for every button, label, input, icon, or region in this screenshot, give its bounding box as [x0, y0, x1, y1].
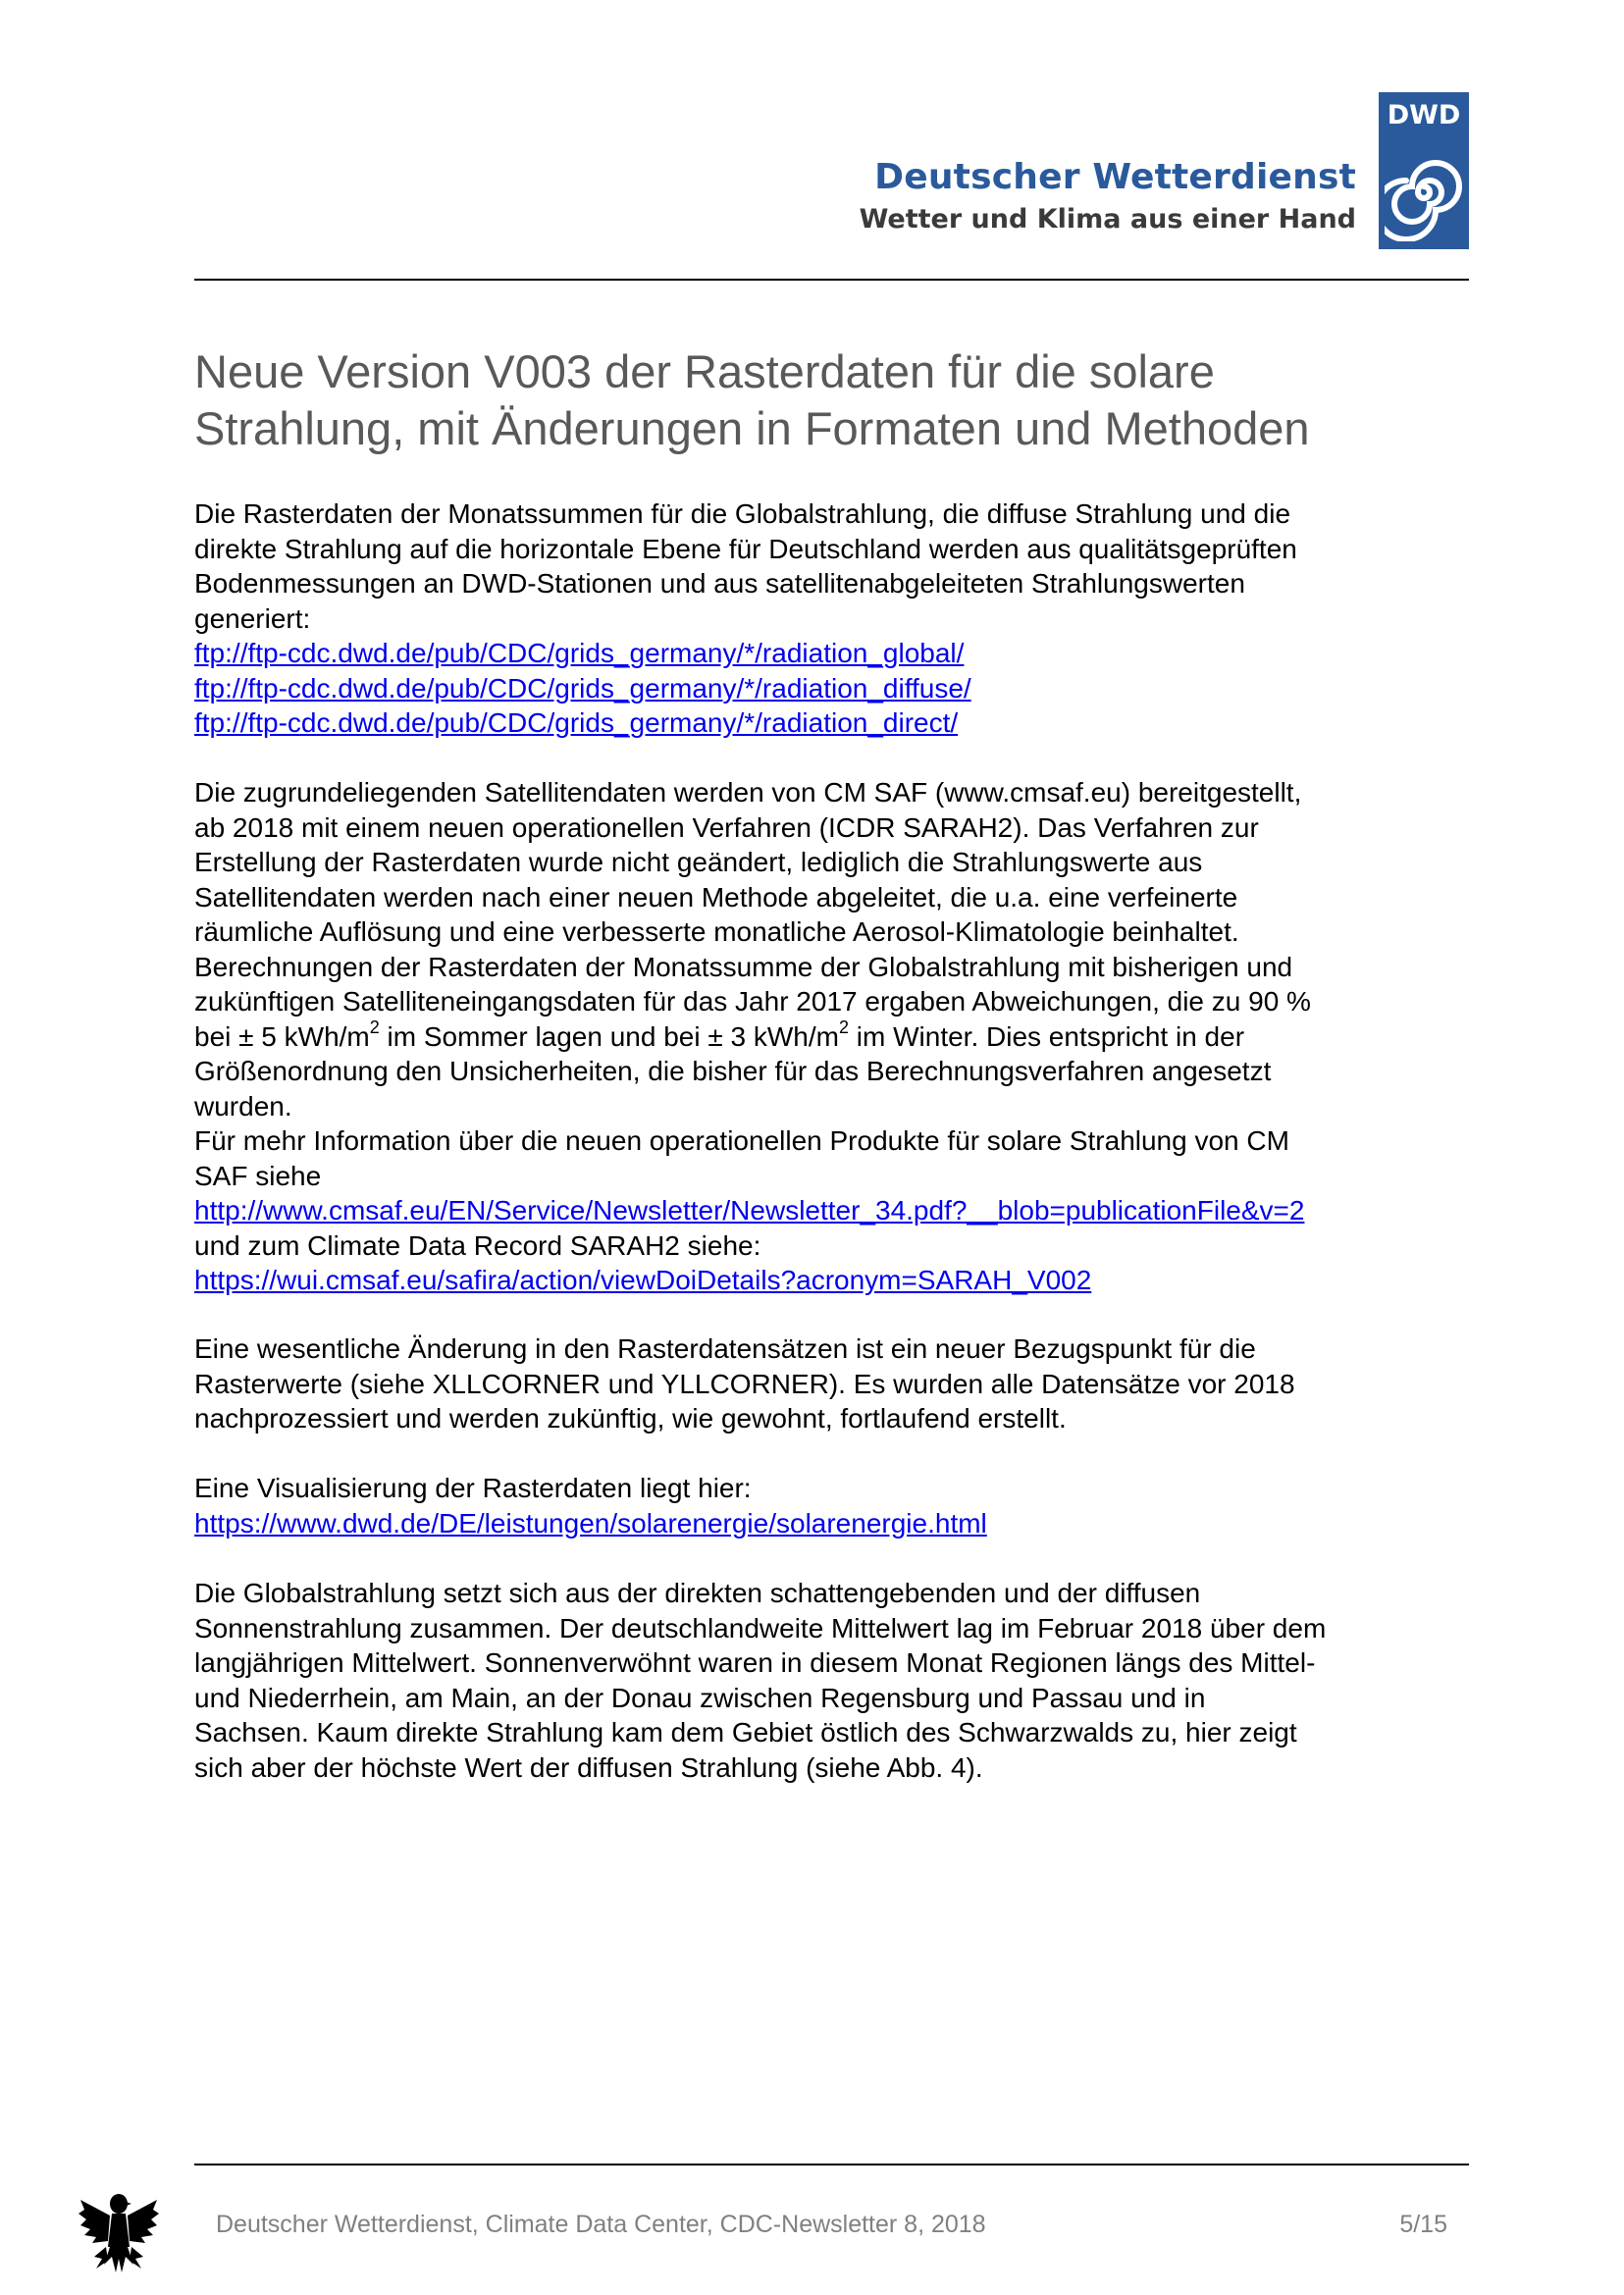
text-line: direkte Strahlung auf die horizontale Ebene für Deutschland werden aus qualitätsgeprüften — [194, 533, 1297, 564]
paragraph-global-radiation — [194, 1576, 1470, 1785]
dwd-logo — [1379, 92, 1469, 249]
text-line: zukünftigen Satelliteneingangsdaten für das Jahr 2017 ergaben Abweichungen, die zu 90 % — [194, 986, 1311, 1017]
ftp-link-radiation-global[interactable]: ftp://ftp-cdc.dwd.de/pub/CDC/grids_germany/*/radiation_global/ — [194, 638, 965, 668]
text-line — [194, 1019, 1470, 1055]
text-line: Eine wesentliche Änderung in den Rasterdatensätzen ist ein neuer Bezugspunkt für die — [194, 1333, 1256, 1364]
text-fragment: bei ± 5 kWh/m — [194, 1020, 370, 1052]
paragraph-reference-point — [194, 1331, 1470, 1436]
text-line: Für mehr Information über die neuen operationellen Produkte für solare Strahlung von CM — [194, 1125, 1289, 1156]
page-number: 5/15 — [1399, 2211, 1447, 2238]
text-line: Erstellung der Rasterdaten wurde nicht geändert, lediglich die Strahlungswerte aus — [194, 847, 1203, 877]
text-line: Bodenmessungen an DWD-Stationen und aus satellitenabgeleiteten Strahlungswerten — [194, 568, 1245, 599]
text-line: Größenordnung den Unsicherheiten, die bisher für das Berechnungsverfahren angesetzt — [194, 1056, 1272, 1086]
text-fragment: im Sommer lagen und bei ± 3 kWh/m — [379, 1020, 839, 1052]
superscript: 2 — [838, 1017, 849, 1038]
text-line: Die Globalstrahlung setzt sich aus der direkten schattengebenden und der diffusen — [194, 1578, 1201, 1608]
text-line: Eine Visualisierung der Rasterdaten liegt hier: — [194, 1473, 752, 1503]
superscript: 2 — [369, 1017, 380, 1038]
text-line: und Niederrhein, am Main, an der Donau zwischen Regensburg und Passau und in — [194, 1682, 1206, 1713]
ftp-link-radiation-diffuse[interactable]: ftp://ftp-cdc.dwd.de/pub/CDC/grids_germany/*/radiation_diffuse/ — [194, 672, 971, 704]
text-line: nachprozessiert und werden zukünftig, wie gewohnt, fortlaufend erstellt. — [194, 1403, 1067, 1434]
header-divider — [194, 279, 1469, 281]
title-line: Neue Version V003 der Rasterdaten für die solare — [194, 345, 1215, 397]
text-line: Rasterwerte (siehe XLLCORNER und YLLCORNER). Es wurden alle Datensätze vor 2018 — [194, 1368, 1295, 1399]
cmsaf-newsletter-link[interactable]: http://www.cmsaf.eu/EN/Service/Newsletter/Newsletter_34.pdf?__blob=publicationFile&v=2 — [194, 1195, 1305, 1226]
text-line: Satellitendaten werden nach einer neuen Methode abgeleitet, die u.a. eine verfeinerte — [194, 881, 1238, 913]
text-line: Die Rasterdaten der Monatssummen für die Globalstrahlung, die diffuse Strahlung und die — [194, 498, 1291, 529]
dwd-logo-text: DWD — [1387, 100, 1461, 130]
text-line: Berechnungen der Rasterdaten der Monatssumme der Globalstrahlung mit bisherigen und — [194, 951, 1293, 982]
text-line: Sachsen. Kaum direkte Strahlung kam dem Gebiet östlich des Schwarzwalds zu, hier zeigt — [194, 1717, 1297, 1747]
org-name: Deutscher Wetterdienst — [874, 157, 1356, 197]
dwd-spiral-icon — [1385, 143, 1463, 241]
federal-eagle-icon — [77, 2186, 161, 2280]
text-line: langjährigen Mittelwert. Sonnenverwöhnt waren in diesem Monat Regionen längs des Mittel- — [194, 1647, 1316, 1678]
footer-text: Deutscher Wetterdienst, Climate Data Center, CDC-Newsletter 8, 2018 — [216, 2211, 986, 2238]
text-line: generiert: — [194, 602, 311, 634]
text-line: SAF siehe — [194, 1160, 322, 1191]
footer-divider — [194, 2164, 1469, 2165]
text-line: ab 2018 mit einem neuen operationellen Verfahren (ICDR SARAH2). Das Verfahren zur — [194, 811, 1259, 843]
paragraph-satellite-data — [194, 775, 1470, 1298]
org-tagline: Wetter und Klima aus einer Hand — [859, 204, 1356, 235]
title-line: Strahlung, mit Änderungen in Formaten und Methoden — [194, 402, 1310, 454]
text-line: sich aber der höchste Wert der diffusen Strahlung (siehe Abb. 4). — [194, 1751, 983, 1783]
dwd-solarenergie-link[interactable]: https://www.dwd.de/DE/leistungen/solarenergie/solarenergie.html — [194, 1507, 987, 1539]
paragraph-visualization — [194, 1471, 1470, 1540]
text-line: Die zugrundeliegenden Satellitendaten werden von CM SAF (www.cmsaf.eu) bereitgestellt, — [194, 777, 1302, 808]
text-line: räumliche Auflösung und eine verbesserte monatliche Aerosol-Klimatologie beinhaltet. — [194, 916, 1239, 947]
page-title — [194, 343, 1470, 457]
text-line: Sonnenstrahlung zusammen. Der deutschlandweite Mittelwert lag im Februar 2018 über dem — [194, 1612, 1327, 1643]
text-fragment: im Winter. Dies entspricht in der — [849, 1020, 1245, 1052]
ftp-link-radiation-direct[interactable]: ftp://ftp-cdc.dwd.de/pub/CDC/grids_germany/*/radiation_direct/ — [194, 707, 959, 738]
text-line: und zum Climate Data Record SARAH2 siehe: — [194, 1229, 761, 1261]
paragraph-grid-data — [194, 496, 1470, 741]
text-line: wurden. — [194, 1090, 292, 1121]
sarah2-doi-link[interactable]: https://wui.cmsaf.eu/safira/action/viewDoiDetails?acronym=SARAH_V002 — [194, 1265, 1092, 1295]
